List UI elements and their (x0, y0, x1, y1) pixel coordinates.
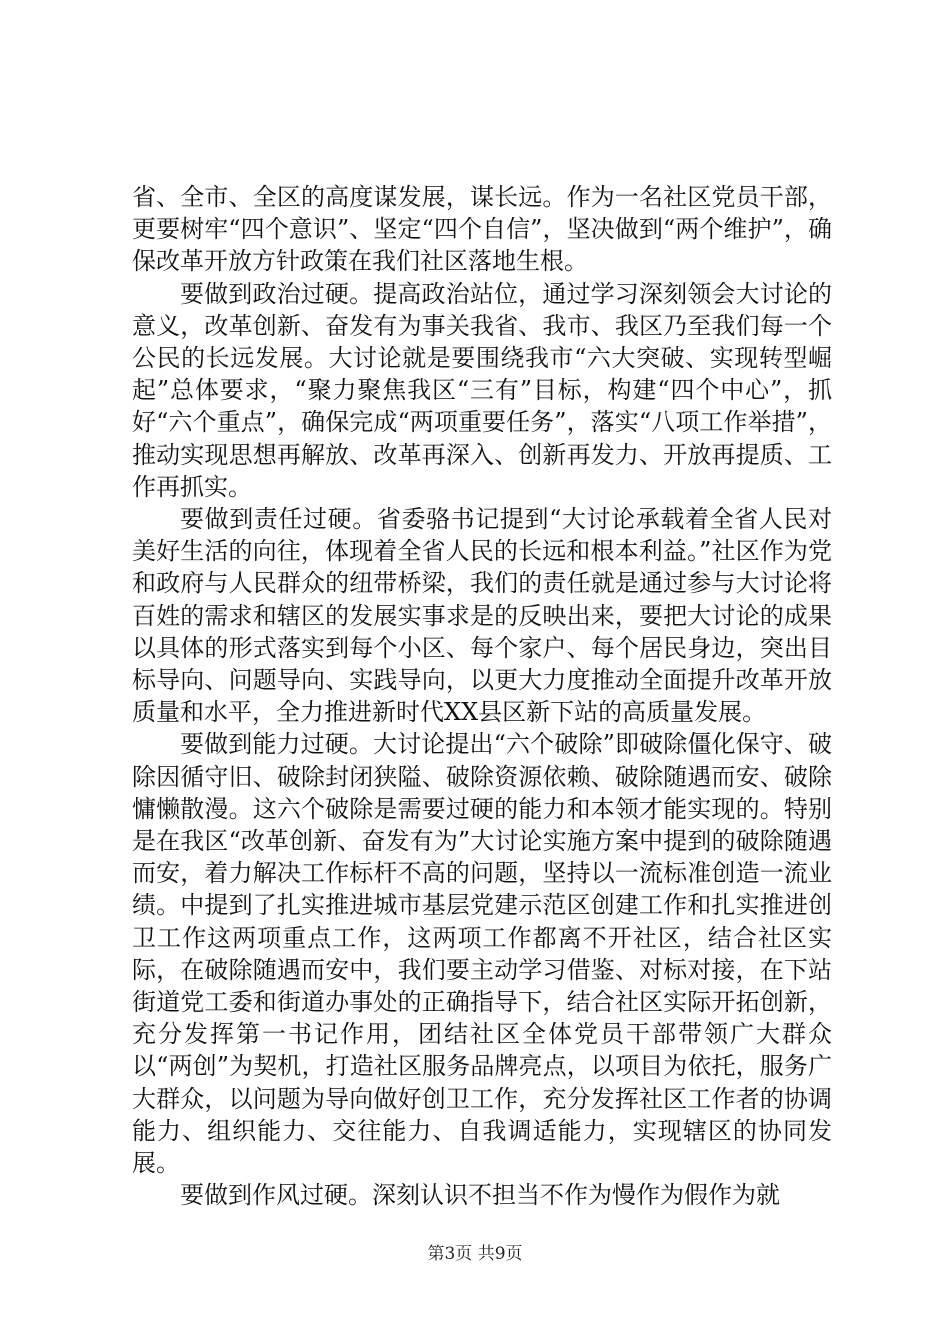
paragraph-ability: 要做到能力过硬。大讨论提出“六个破除”即破除僵化保守、破除因循守旧、破除封闭狭隘、破除资源依赖、破除随遇而安、破除慵懒散漫。这六个破除是需要过硬的能力和本领才能实现的。特别是在我区“改革创新、奋发有为”大讨论实施方案中提到的破除随遇而安，着力解决工作标杆不高的问题，坚持以一流标准创造一流业绩。中提到了扎实推进城市基层党建示范区创建工作和扎实推进创卫工作这两项重点工作，这两项工作都离不开社区，结合社区实际，在破除随遇而安中，我们要主动学习借鉴、对标对接，在下站街道党工委和街道办事处的正确指导下，结合社区实际开拓创新，充分发挥第一书记作用，团结社区全体党员干部带领广大群众以“两创”为契机，打造社区服务品牌亮点，以项目为依托，服务广大群众，以问题为导向做好创卫工作，充分发挥社区工作者的协调能力、组织能力、交往能力、自我调适能力，实现辖区的协同发展。 (132, 730, 832, 1178)
page-footer (0, 1244, 950, 1264)
document-body (132, 181, 832, 1212)
paragraph-political: 要做到政治过硬。提高政治站位，通过学习深刻领会大讨论的意义，改革创新、奋发有为事关我省、我市、我区乃至我们每一个公民的长远发展。大讨论就是要围绕我市“六大突破、实现转型崛起”总体要求，“聚力聚焦我区“三有”目标，构建“四个中心”，抓好“六个重点”，确保完成“两项重要任务”，落实“八项工作举措”，推动实现思想再解放、改革再深入、创新再发力、开放再提质、工作再抓实。 (132, 279, 832, 501)
paragraph-style: 要做到作风过硬。深刻认识不担当不作为慢作为假作为就 (180, 1181, 780, 1210)
paragraph-responsibility: 要做到责任过硬。省委骆书记提到“大讨论承载着全省人民对美好生活的向往，体现着全省人民的长远和根本利益。”社区作为党和政府与人民群众的纽带桥梁，我们的责任就是通过参与大讨论将百姓的需求和辖区的发展实事求是的反映出来，要把大讨论的成果以具体的形式落实到每个小区、每个家户、每个居民身边，突出目标导向、问题导向、实践导向，以更大力度推动全面提升改革开放质量和水平，全力推进新时代XX县区新下站的高质量发展。 (132, 505, 832, 727)
page-number: 第3页 共9页 (427, 1244, 523, 1264)
paragraph-continuation: 省、全市、全区的高度谋发展，谋长远。作为一名社区党员干部，更要树牢“四个意识”、坚定“四个自信”，坚决做到“两个维护”，确保改革开放方针政策在我们社区落地生根。 (132, 183, 832, 276)
